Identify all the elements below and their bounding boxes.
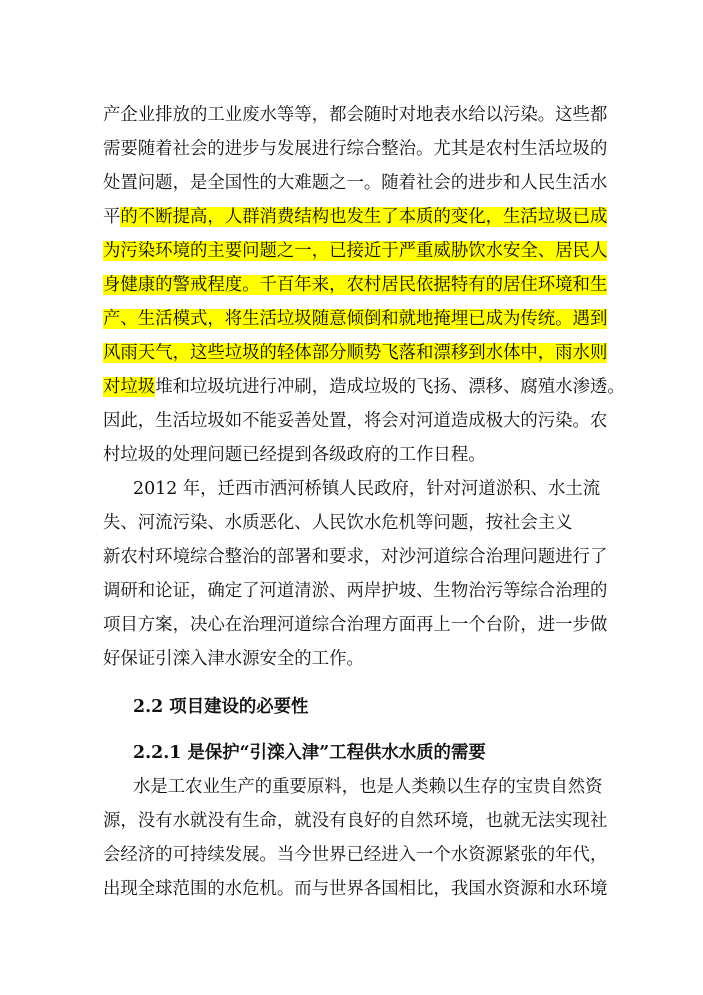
body-text: 堆和垃圾坑进行冲刷，造成垃圾的飞扬、漂移、腐殖水渗透。 (155, 377, 625, 397)
body-line: 源，没有水就没有生命，就没有良好的自然环境，也就无法实现社 (103, 811, 608, 831)
section-heading: 2.2 项目建设的必要性 (133, 697, 309, 717)
body-line: 调研和论证，确定了河道清淤、两岸护坡、生物治污等综合治理的 (103, 581, 608, 601)
body-line: 项目方案，决心在治理河道综合治理方面再上一个台阶，进一步做 (103, 615, 608, 635)
body-line: 好保证引滦入津水源安全的工作。 (103, 649, 364, 669)
subsection-heading: 2.2.1 是保护“引滦入津”工程供水水质的需要 (133, 743, 486, 763)
paragraph-start-line: 2012 年，迁西市洒河桥镇人民政府，针对河道淤积、水土流 (133, 479, 601, 499)
highlighted-text: 对垃圾 (103, 377, 156, 397)
body-line (103, 239, 607, 263)
body-line: 新农村环境综合整治的部署和要求，对沙河道综合治理问题进行了 (103, 547, 608, 567)
body-line (103, 307, 607, 331)
paragraph-start-line: 水是工农业生产的重要原料，也是人类赖以生存的宝贵自然资 (133, 777, 603, 797)
highlighted-text: 产、生活模式，将生活垃圾随意倾倒和就地掩埋已成为传统。遇到 (103, 309, 608, 329)
body-line: 需要随着社会的进步与发展进行综合整治。尤其是农村生活垃圾的 (103, 139, 608, 159)
highlighted-text: 风雨天气，这些垃圾的轻体部分顺势飞落和漂移到水体中，雨水则 (103, 343, 608, 363)
body-line: 处置问题，是全国性的大难题之一。随着社会的进步和人民生活水 (103, 173, 608, 193)
body-line: 因此，生活垃圾如不能妥善处置，将会对河道造成极大的污染。农 (103, 411, 608, 431)
highlighted-text: 为污染环境的主要问题之一，已接近于严重威胁饮水安全、居民人 (103, 241, 608, 261)
body-line: 失、河流污染、水质恶化、人民饮水危机等问题，按社会主义 (103, 513, 573, 533)
body-line: 出现全球范围的水危机。而与世界各国相比，我国水资源和水环境 (103, 879, 608, 899)
body-text: 平 (103, 207, 121, 227)
body-line (103, 341, 607, 365)
body-line (103, 375, 625, 399)
body-line: 产企业排放的工业废水等等，都会随时对地表水给以污染。这些都 (103, 105, 608, 125)
body-line (103, 273, 607, 297)
body-line: 会经济的可持续发展。当今世界已经进入一个水资源紧张的年代， (103, 845, 608, 865)
body-line (103, 205, 607, 229)
body-line: 村垃圾的处理问题已经提到各级政府的工作日程。 (103, 445, 486, 465)
highlighted-text: 的不断提高，人群消费结构也发生了本质的变化，生活垃圾已成 (120, 207, 608, 227)
highlighted-text: 身健康的警戒程度。千百年来，农村居民依据特有的居住环境和生 (103, 275, 608, 295)
